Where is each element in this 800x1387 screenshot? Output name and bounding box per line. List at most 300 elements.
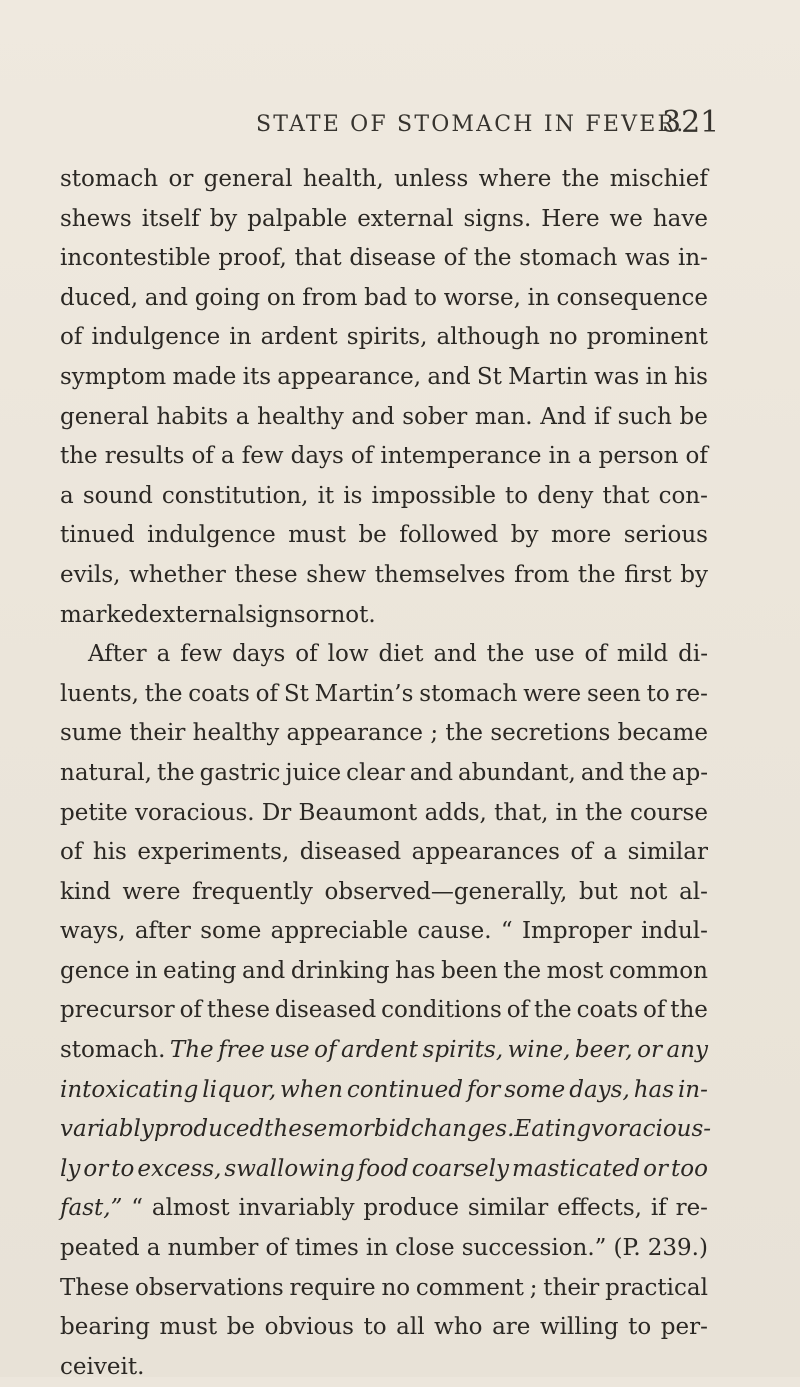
word: these xyxy=(264,1116,328,1143)
word: shew xyxy=(306,561,367,588)
text-line xyxy=(60,754,708,794)
word: di- xyxy=(678,641,708,668)
word: and xyxy=(433,641,477,668)
word: low xyxy=(327,641,369,668)
word: whether xyxy=(129,561,226,588)
word: deny xyxy=(537,482,594,509)
word: coats xyxy=(188,680,250,707)
word: Dr xyxy=(261,799,292,826)
word: days xyxy=(232,641,286,668)
word: use xyxy=(534,641,575,668)
word: comment xyxy=(415,1274,524,1301)
word: general xyxy=(60,403,149,430)
word: morbid xyxy=(327,1116,411,1143)
word: to xyxy=(505,482,529,509)
word: be xyxy=(679,403,708,430)
word: of xyxy=(350,443,374,470)
word: con- xyxy=(658,482,708,509)
word: a xyxy=(156,641,171,668)
word: succession.” xyxy=(461,1235,607,1262)
text-line xyxy=(60,912,708,952)
word: “ xyxy=(500,918,513,945)
word: some xyxy=(504,1076,566,1103)
word: and xyxy=(242,957,286,984)
word: frequently xyxy=(192,878,313,905)
word: incontestible xyxy=(60,245,211,272)
word: on xyxy=(266,284,296,311)
word: continued xyxy=(346,1076,464,1103)
word: has xyxy=(395,957,436,984)
text-line xyxy=(60,991,708,1031)
word: produced xyxy=(153,1116,265,1143)
word: for xyxy=(466,1076,501,1103)
word: stomach. xyxy=(60,1037,166,1064)
word: was xyxy=(625,245,671,272)
text-line xyxy=(60,516,708,556)
word: the xyxy=(486,641,525,668)
text-line xyxy=(60,239,708,279)
word: wine, xyxy=(507,1037,571,1064)
text-line xyxy=(60,1308,708,1348)
word: any xyxy=(666,1037,708,1064)
word: spirits, xyxy=(346,324,428,351)
word: use xyxy=(269,1037,310,1064)
word: per- xyxy=(660,1314,708,1341)
word: coarsely xyxy=(411,1155,509,1182)
word: palpable xyxy=(247,205,348,232)
word: in xyxy=(555,799,578,826)
word: the xyxy=(577,561,616,588)
word: constitution, xyxy=(161,482,309,509)
word: most xyxy=(546,957,604,984)
word: of xyxy=(584,641,607,668)
word: if xyxy=(650,1195,667,1222)
word: diseased xyxy=(274,997,377,1024)
word: results xyxy=(104,443,185,470)
word: a xyxy=(60,482,74,509)
word: sume xyxy=(60,720,123,747)
word: changes. xyxy=(410,1116,515,1143)
word: of xyxy=(265,1235,288,1262)
word: some xyxy=(200,918,262,945)
word: been xyxy=(441,957,498,984)
word: appearances xyxy=(411,839,560,866)
word: external xyxy=(357,205,454,232)
word: close xyxy=(395,1235,455,1262)
word: no xyxy=(548,324,578,351)
word: that xyxy=(602,482,650,509)
word: although xyxy=(436,324,540,351)
word: the xyxy=(503,957,542,984)
word: made xyxy=(172,363,237,390)
word: the xyxy=(473,245,512,272)
word: a xyxy=(235,403,250,430)
word: al- xyxy=(679,878,708,905)
word: juice xyxy=(285,759,342,786)
word: effects, xyxy=(557,1195,642,1222)
word: indulgence xyxy=(91,324,221,351)
word: liquor, xyxy=(202,1076,277,1103)
text-line xyxy=(60,873,708,913)
word: diseased xyxy=(299,839,402,866)
word: of xyxy=(191,443,214,470)
word: stomach xyxy=(419,680,518,707)
word: experiments, xyxy=(137,839,290,866)
word: Martin’s xyxy=(314,680,414,707)
word: practical xyxy=(605,1274,708,1301)
word: the xyxy=(60,443,98,470)
word: diet xyxy=(378,641,424,668)
text-line xyxy=(60,1189,708,1229)
running-head: STATE OF STOMACH IN FEVER. xyxy=(256,112,686,137)
word: times xyxy=(294,1235,359,1262)
text-line xyxy=(60,596,708,636)
word: clear xyxy=(346,759,405,786)
word: require xyxy=(289,1274,376,1301)
word: bad xyxy=(364,284,408,311)
word: too xyxy=(671,1155,708,1182)
word: days xyxy=(290,443,344,470)
word: more xyxy=(550,522,612,549)
word: similar xyxy=(467,1195,549,1222)
word: sound xyxy=(82,482,153,509)
word: willing xyxy=(539,1314,619,1341)
word: indul- xyxy=(641,918,708,945)
word: the xyxy=(585,799,623,826)
word: kind xyxy=(60,878,111,905)
word: person xyxy=(598,443,679,470)
word: voracious- xyxy=(591,1116,712,1143)
word: and xyxy=(144,284,189,311)
word: of xyxy=(642,997,666,1024)
word: is xyxy=(343,482,363,509)
word: re- xyxy=(675,680,708,707)
word: few xyxy=(180,641,223,668)
word: unless xyxy=(394,166,469,192)
text-line xyxy=(60,437,708,477)
word: 239.) xyxy=(647,1235,708,1262)
word: peated xyxy=(60,1235,140,1262)
word: appearance, xyxy=(277,363,422,390)
text-line xyxy=(60,556,708,596)
word: to xyxy=(413,284,438,311)
word: mischief xyxy=(609,166,708,192)
word: it. xyxy=(120,1353,145,1380)
word: ap- xyxy=(671,759,708,786)
word: but xyxy=(578,878,618,905)
word: habits xyxy=(156,403,229,430)
word: St xyxy=(476,363,502,390)
text-line xyxy=(60,675,708,715)
word: intoxicating xyxy=(60,1076,199,1103)
word: general xyxy=(203,166,293,192)
word: by xyxy=(209,205,238,232)
word: “ xyxy=(131,1195,143,1222)
word: external xyxy=(148,601,246,628)
word: were xyxy=(523,680,582,707)
word: and xyxy=(351,403,395,430)
word: conditions xyxy=(381,997,502,1024)
text-line xyxy=(60,833,708,873)
word: man. xyxy=(474,403,533,430)
word: fast,” xyxy=(60,1195,123,1222)
word: or xyxy=(168,166,194,192)
word: of xyxy=(570,839,593,866)
word: if xyxy=(594,403,610,430)
word: to xyxy=(111,1155,135,1182)
word: by xyxy=(680,561,708,588)
word: tinued xyxy=(60,522,135,549)
text-line xyxy=(60,279,708,319)
word: produce xyxy=(363,1195,459,1222)
word: free xyxy=(218,1037,265,1064)
word: (P. xyxy=(613,1235,641,1262)
word: ; xyxy=(529,1274,538,1301)
word: be xyxy=(226,1314,256,1341)
text-line xyxy=(60,200,708,240)
word: similar xyxy=(627,839,708,866)
word: consequence xyxy=(556,284,708,311)
word: course xyxy=(630,799,708,826)
word: gence xyxy=(60,957,130,984)
word: a xyxy=(577,443,592,470)
word: or xyxy=(305,601,331,628)
page-number: 321 xyxy=(662,105,720,140)
text-line xyxy=(60,160,708,200)
word: in xyxy=(548,443,571,470)
word: its xyxy=(242,363,272,390)
word: we xyxy=(609,205,643,232)
word: proof, xyxy=(218,245,287,272)
word: his xyxy=(674,363,708,390)
word: to xyxy=(363,1314,387,1341)
word: shews xyxy=(60,205,132,232)
word: or xyxy=(637,1037,662,1064)
word: drinking xyxy=(290,957,390,984)
word: must xyxy=(159,1314,218,1341)
word: beer, xyxy=(574,1037,633,1064)
word: of xyxy=(295,641,318,668)
word: marked xyxy=(60,601,149,628)
word: voracious. xyxy=(135,799,255,826)
word: or xyxy=(83,1155,109,1182)
word: healthy xyxy=(257,403,344,430)
word: Here xyxy=(541,205,600,232)
word: followed xyxy=(399,522,499,549)
word: indulgence xyxy=(147,522,276,549)
word: ceive xyxy=(60,1353,121,1380)
word: itself xyxy=(141,205,200,232)
word: where xyxy=(478,166,552,192)
word: gastric xyxy=(199,759,281,786)
word: the xyxy=(533,997,572,1024)
word: are xyxy=(492,1314,531,1341)
word: must xyxy=(288,522,346,549)
word: of xyxy=(506,997,530,1024)
word: by xyxy=(510,522,539,549)
word: impossible xyxy=(371,482,496,509)
word: swallowing xyxy=(224,1155,355,1182)
word: of xyxy=(179,997,202,1024)
word: ly xyxy=(60,1155,81,1182)
word: such xyxy=(617,403,672,430)
word: these xyxy=(234,561,298,588)
text-line xyxy=(60,1348,708,1387)
word: health, xyxy=(302,166,384,192)
word: The xyxy=(169,1037,214,1064)
word: after xyxy=(134,918,191,945)
word: appreciable xyxy=(270,918,409,945)
word: the xyxy=(445,720,484,747)
word: precursor xyxy=(60,997,175,1024)
word: intemperance xyxy=(380,443,542,470)
word: of xyxy=(685,443,708,470)
word: these xyxy=(206,997,270,1024)
word: in- xyxy=(677,1076,708,1103)
word: in xyxy=(527,284,550,311)
word: a xyxy=(603,839,618,866)
word: to xyxy=(646,680,670,707)
word: who xyxy=(434,1314,483,1341)
word: abundant, xyxy=(457,759,576,786)
word: Beaumont xyxy=(298,799,418,826)
word: petite xyxy=(60,799,128,826)
word: and xyxy=(427,363,471,390)
word: almost xyxy=(151,1195,230,1222)
word: appearance xyxy=(286,720,424,747)
word: bearing xyxy=(60,1314,150,1341)
text-line xyxy=(60,635,708,675)
word: food xyxy=(357,1155,409,1182)
word: has xyxy=(633,1076,675,1103)
word: common xyxy=(608,957,708,984)
word: After xyxy=(88,641,147,668)
word: ardent xyxy=(260,324,338,351)
word: a xyxy=(220,443,235,470)
word: evils, xyxy=(60,561,121,588)
text-line xyxy=(60,398,708,438)
word: disease xyxy=(349,245,436,272)
word: signs. xyxy=(463,205,532,232)
word: excess, xyxy=(137,1155,222,1182)
word: symptom xyxy=(60,363,167,390)
word: became xyxy=(617,720,708,747)
word: luents, xyxy=(60,680,139,707)
word: secretions xyxy=(490,720,611,747)
word: of xyxy=(443,245,467,272)
word: serious xyxy=(623,522,708,549)
word: of xyxy=(60,324,83,351)
word: prominent xyxy=(586,324,708,351)
word: a xyxy=(146,1235,161,1262)
word: mild xyxy=(616,641,669,668)
word: the xyxy=(670,997,708,1024)
text-line xyxy=(60,1071,708,1111)
word: and xyxy=(409,759,453,786)
word: their xyxy=(129,720,186,747)
word: signs xyxy=(245,601,306,628)
text-line xyxy=(60,714,708,754)
word: of xyxy=(60,839,83,866)
word: ; xyxy=(430,720,439,747)
text-line xyxy=(60,794,708,834)
text-line xyxy=(60,318,708,358)
word: in xyxy=(229,324,252,351)
body-text xyxy=(60,160,712,1387)
word: the xyxy=(156,759,195,786)
text-line xyxy=(60,1150,708,1190)
text-line xyxy=(60,358,708,398)
word: in xyxy=(365,1235,389,1262)
word: not xyxy=(629,878,668,905)
text-line xyxy=(60,1229,708,1269)
word: days, xyxy=(569,1076,630,1103)
word: cause. xyxy=(417,918,492,945)
word: ardent xyxy=(340,1037,419,1064)
text-line xyxy=(60,477,708,517)
word: natural, xyxy=(60,759,152,786)
word: were xyxy=(122,878,181,905)
word: no xyxy=(381,1274,411,1301)
word: or xyxy=(643,1155,668,1182)
word: have xyxy=(652,205,708,232)
word: was xyxy=(594,363,640,390)
word: Eating xyxy=(514,1116,592,1143)
word: observed—generally, xyxy=(324,878,568,905)
word: in xyxy=(645,363,668,390)
word: spirits, xyxy=(422,1037,504,1064)
text-line xyxy=(60,952,708,992)
word: the xyxy=(629,759,667,786)
word: from xyxy=(514,561,570,588)
word: of xyxy=(255,680,278,707)
word: healthy xyxy=(192,720,280,747)
word: seen xyxy=(586,680,641,707)
word: and xyxy=(580,759,625,786)
text-line xyxy=(60,1269,708,1309)
text-line xyxy=(60,1110,712,1150)
word: re- xyxy=(675,1195,708,1222)
word: observations xyxy=(134,1274,284,1301)
word: the xyxy=(144,680,183,707)
word: adds, xyxy=(424,799,487,826)
word: These xyxy=(60,1274,130,1301)
word: stomach xyxy=(519,245,618,272)
word: themselves xyxy=(374,561,506,588)
word: that, xyxy=(494,799,549,826)
word: to xyxy=(628,1314,652,1341)
word: from xyxy=(302,284,358,311)
word: coats xyxy=(576,997,639,1024)
word: going xyxy=(194,284,261,311)
word: his xyxy=(92,839,127,866)
word: worse, xyxy=(443,284,521,311)
word: Improper xyxy=(521,918,632,945)
word: invariably xyxy=(238,1195,355,1222)
word: that xyxy=(294,245,342,272)
word: variably xyxy=(60,1116,154,1143)
word: ways, xyxy=(60,918,126,945)
word: first xyxy=(624,561,672,588)
word: stomach xyxy=(60,166,159,192)
word: not. xyxy=(330,601,376,628)
word: their xyxy=(543,1274,600,1301)
word: all xyxy=(396,1314,425,1341)
word: it xyxy=(317,482,335,509)
word: number xyxy=(167,1235,259,1262)
word: St xyxy=(283,680,309,707)
word: duced, xyxy=(60,284,139,311)
